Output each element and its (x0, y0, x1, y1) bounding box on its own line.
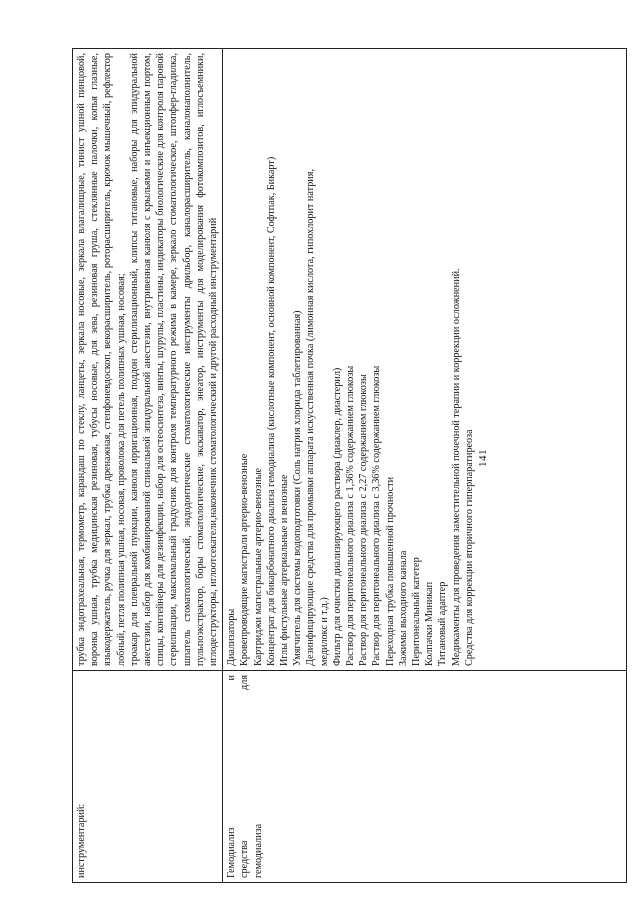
document-table (72, 48, 627, 883)
list-item: Титановый адаптер (437, 581, 449, 666)
category-label: гемодиализа (252, 823, 264, 878)
list-item: Концентрат для бикарбонатного диализа гемодиализа (кислотные компонент, основной компонент, Софтпак, Бикарт) (265, 156, 277, 666)
table-row (223, 49, 627, 883)
list-item: Картриджи магистральные артерио-венозные (252, 467, 264, 666)
list-item: Кровепроводящие магистрали артерио-венозные (239, 453, 251, 666)
list-item: Дезинфицирующие средства для промывки аппарата искусственная почка (лимонная кислота, гипохлорит натрия, (305, 169, 317, 666)
table-row (73, 49, 223, 883)
category-label: для (239, 675, 251, 690)
category-label: инструментарий: (76, 803, 87, 878)
content-cell (73, 49, 223, 671)
list-item: Диализаторы (226, 608, 238, 666)
list-item: Раствор для перитонеального диализа с 1,36% содержанием глюкозы (345, 365, 357, 666)
list-item: Медикаменты для проведения заместительной почечной терапии и коррекции осложнений. (450, 268, 462, 666)
rotated-page (72, 48, 612, 883)
list-item: Иглы фистульные артериальные и венозные (279, 474, 291, 666)
category-cell (73, 671, 223, 883)
paragraph: троакар для плевральной пункции, канюля ирригационная, поддон стерилизационный, клипсы титановые, наборы для эпидуральной анестезии, набор для комбинированной спинальной эпидуральной анестезии, внутривенная канюля с крыльями и инъекционным портом, спицы, контейнеры для дезинфекции, набор для остеосинтеза, винты, шурупы, пластины, индикаторы биологические для контроля паровой стерилизации, максимальный градусник для контроля температурного режима в камере, зеркало стоматологическое, штопфер-гладилка, шпатель стоматологический, эндодонтические стоматологические инструменты дрильбор, каналорасширитель, каналонаполнитель, пульпоэкстрактор, боры стоматологические, экскаватор, энеатор, инструменты для моделирования фотокомпозитов, иглосъемники, иглодеструкторы, иглоотсекатели,наконечник стоматологический и другой расходный инструментарий (128, 53, 220, 666)
list-item: Фильтр для очистки диализирующего раствора (диаклер, диастерил) (331, 367, 343, 666)
list-item: Колпачки Миникап (424, 581, 436, 666)
list-item: Зажимы выходного канала (397, 550, 409, 666)
list-item: Раствор для перитонеального диализа с 3,36% содержанием глюкозы (371, 365, 383, 666)
list-item: Переходная трубка повышенной прочности (384, 476, 396, 666)
category-cell (223, 671, 627, 883)
content-cell (223, 49, 627, 671)
category-label: и (226, 675, 238, 681)
category-label: Гемодиализ (226, 827, 238, 878)
list-item: Средства для коррекции вторичного гиперпаратиреоза (463, 429, 475, 666)
list-item: Раствор для перитонеального диализа с 2,27 содержанием глюкозы (358, 374, 370, 666)
list-item: Умягчитель для системы водоподготовки (Соль натрия хлорида таблетированная) (292, 310, 304, 666)
list-item: медилокс и т.д.) (318, 597, 330, 666)
page-number: 141 (477, 449, 489, 467)
category-label: средства (239, 840, 251, 878)
paragraph: трубка эндотрахеальная, термометр, карандаш по стеклу, ланцеты, зеркала носовые, зеркала влагалищные, тинист ушной пинцовой, воронка ушная, трубка медицинская резиновая, тубусы носовые, для зева, резиновая груша, стеклянные палочки, копья глазные, языкодержатель, ручка для зеркал, трубка дренажная, степфоневдоскоп, векорасширитель, роторасширитель, крючок мышечный, рефлектор лобный, петля полипная ушная, носовая, проволока для петель полипных ушная, носовая; (76, 53, 127, 666)
list-item: Перитонеальный катетер (411, 557, 423, 666)
